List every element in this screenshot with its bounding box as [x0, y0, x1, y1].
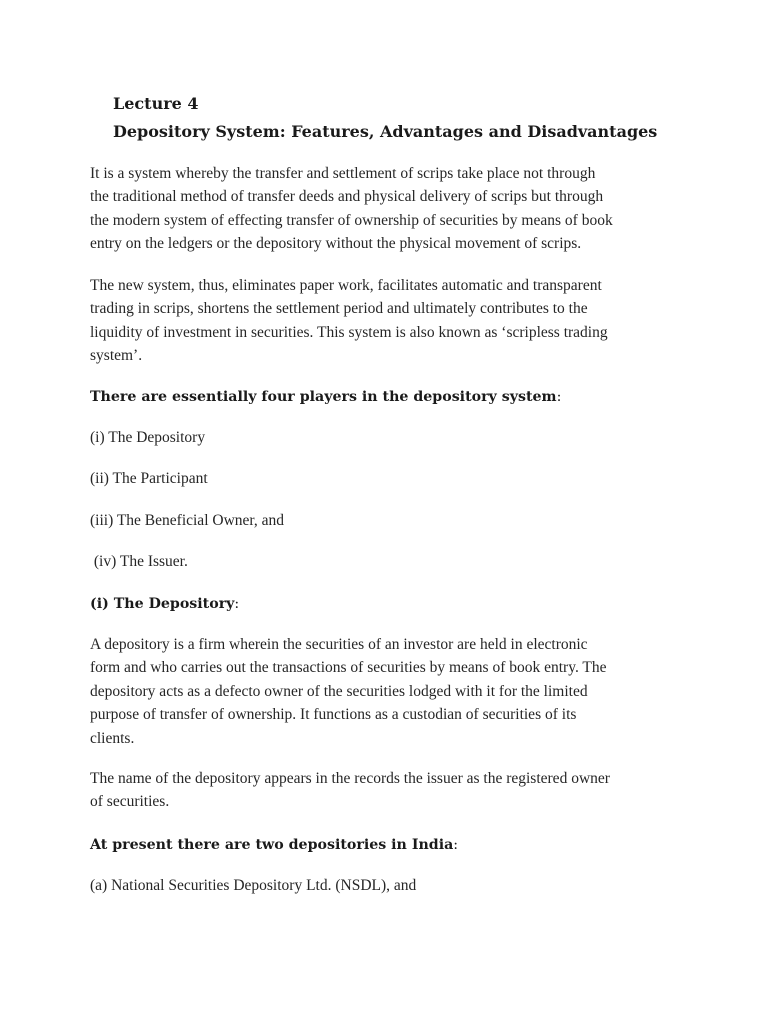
paragraph-line: form and who carries out the transactions of securities by means of book entry. The	[90, 659, 607, 677]
paragraph-line: The name of the depository appears in the records the issuer as the registered owner	[90, 770, 610, 787]
paragraph-line: the traditional method of transfer deeds and physical delivery of scrips but through	[90, 188, 604, 206]
paragraph-line: It is a system whereby the transfer and settlement of scrips take place not through	[90, 165, 596, 182]
paragraph-line: the modern system of effecting transfer of ownership of securities by means of book	[90, 211, 613, 229]
heading-colon: :	[453, 837, 459, 853]
paragraph-line: depository acts as a defecto owner of the securities lodged with it for the limited	[90, 682, 588, 700]
lecture-label: Lecture 4	[113, 94, 199, 113]
paragraph-line: entry on the ledgers or the depository without the physical movement of scrips.	[90, 235, 582, 253]
paragraph-line: A depository is a firm wherein the securities of an investor are held in electronic	[90, 636, 588, 653]
new-system-paragraph	[90, 274, 680, 368]
paragraph-line: liquidity of investment in securities. This system is also known as ‘scripless trading	[90, 323, 608, 341]
player-item-text: (i) The Depository	[90, 429, 206, 446]
paragraph-line: purpose of transfer of ownership. It functions as a custodian of securities of its	[90, 706, 577, 724]
page-title: Depository System: Features, Advantages and Disadvantages	[113, 122, 658, 141]
paragraph-line: The new system, thus, eliminates paper work, facilitates automatic and transparent	[90, 277, 602, 294]
player-item-text: (iii) The Beneficial Owner, and	[90, 512, 285, 529]
heading-colon: :	[556, 389, 562, 405]
india-heading-text: At present there are two depositories in India	[90, 837, 454, 853]
heading-colon: :	[234, 596, 240, 612]
player-item	[90, 550, 680, 573]
players-heading	[90, 385, 680, 409]
depository-heading	[90, 592, 680, 616]
registered-owner-paragraph	[90, 767, 680, 814]
paragraph-line: clients.	[90, 729, 135, 747]
player-item-text: (ii) The Participant	[90, 470, 208, 487]
players-heading-text: There are essentially four players in the depository system	[90, 389, 557, 405]
paragraph-line: system’.	[90, 347, 143, 365]
paragraph-line: trading in scrips, shortens the settlement period and ultimately contributes to the	[90, 300, 588, 318]
player-item	[90, 467, 680, 490]
depository-item	[90, 874, 680, 897]
player-item-text: (iv) The Issuer.	[90, 553, 188, 570]
player-item	[90, 509, 680, 532]
depository-item-text: (a) National Securities Depository Ltd. (NSDL), and	[90, 877, 417, 894]
paragraph-line: of securities.	[90, 793, 170, 811]
depository-definition-paragraph	[90, 633, 680, 750]
depository-heading-text: (i) The Depository	[90, 596, 235, 612]
player-item	[90, 426, 680, 449]
india-heading	[90, 833, 680, 857]
intro-paragraph	[90, 162, 680, 256]
